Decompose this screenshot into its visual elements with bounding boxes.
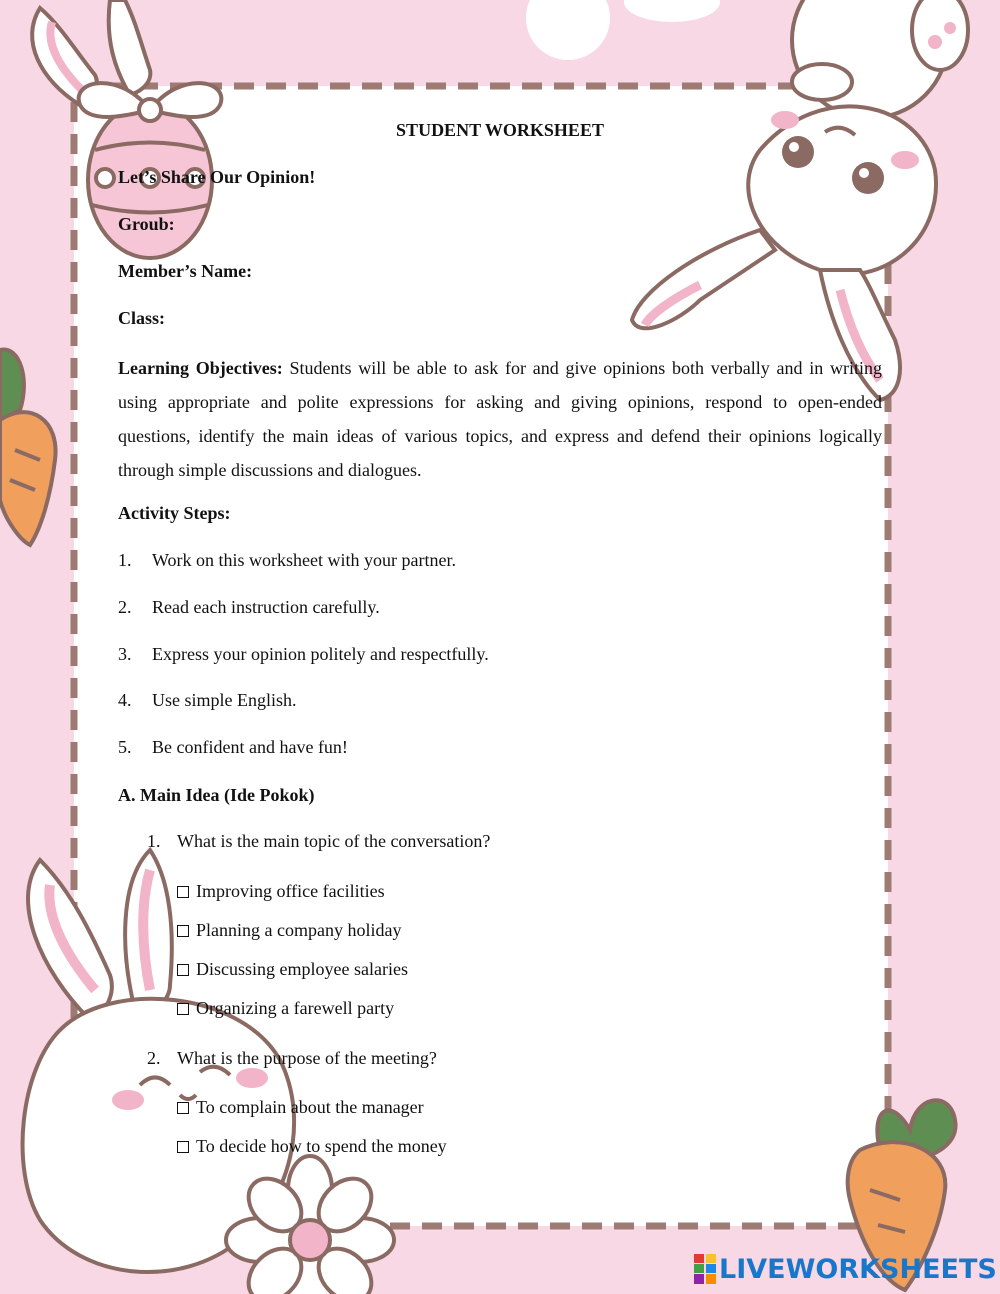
- worksheet-title: STUDENT WORKSHEET: [396, 120, 604, 140]
- activity-step: [118, 736, 348, 758]
- step-text: Read each instruction carefully.: [152, 597, 380, 617]
- question-number: 1.: [147, 831, 161, 851]
- liveworksheets-logo[interactable]: [694, 1252, 997, 1286]
- step-number: 5.: [118, 737, 132, 757]
- members-label: Member’s Name:: [118, 261, 253, 281]
- activity-steps-heading: Activity Steps:: [118, 503, 231, 523]
- learning-objectives-label: Learning Objectives:: [118, 358, 283, 378]
- activity-step: [118, 643, 489, 665]
- step-number: 4.: [118, 690, 132, 710]
- step-text: Use simple English.: [152, 690, 297, 710]
- option-text: To complain about the manager: [196, 1097, 424, 1117]
- step-text: Express your opinion politely and respectfully.: [152, 644, 489, 664]
- question-2: [147, 1047, 437, 1069]
- answer-option[interactable]: [177, 1135, 447, 1157]
- learning-objectives-text: Students will be able to ask for and give opinions both verbally and in writing using appropriate and polite expressions for asking and giving opinions, respond to open-ended questions, identify the main ideas of various topics, and express and defend their opinions logically through simple discussions and dialogues.: [118, 358, 882, 480]
- question-text: What is the main topic of the conversation?: [177, 831, 491, 851]
- option-text: To decide how to spend the money: [196, 1136, 447, 1156]
- checkbox-icon[interactable]: [177, 925, 189, 937]
- activity-step: [118, 689, 297, 711]
- step-number: 1.: [118, 550, 132, 570]
- question-1: [147, 830, 490, 852]
- step-number: 2.: [118, 597, 132, 617]
- topic-heading: Let’s Share Our Opinion!: [118, 167, 316, 187]
- option-text: Discussing employee salaries: [196, 959, 408, 979]
- answer-option[interactable]: [177, 919, 401, 941]
- checkbox-icon[interactable]: [177, 1003, 189, 1015]
- activity-step: [118, 596, 380, 618]
- checkbox-icon[interactable]: [177, 886, 189, 898]
- checkbox-icon[interactable]: [177, 964, 189, 976]
- question-text: What is the purpose of the meeting?: [177, 1048, 437, 1068]
- step-text: Be confident and have fun!: [152, 737, 348, 757]
- liveworksheets-logo-icon: [694, 1254, 716, 1284]
- checkbox-icon[interactable]: [177, 1141, 189, 1153]
- class-label: Class:: [118, 308, 166, 328]
- option-text: Improving office facilities: [196, 881, 385, 901]
- answer-option[interactable]: [177, 1096, 424, 1118]
- option-text: Planning a company holiday: [196, 920, 402, 940]
- question-number: 2.: [147, 1048, 161, 1068]
- answer-option[interactable]: [177, 958, 408, 980]
- step-text: Work on this worksheet with your partner.: [152, 550, 456, 570]
- checkbox-icon[interactable]: [177, 1102, 189, 1114]
- answer-option[interactable]: [177, 997, 394, 1019]
- learning-objectives: [118, 351, 882, 487]
- section-a-heading: A. Main Idea (Ide Pokok): [118, 785, 315, 805]
- liveworksheets-wordmark: LIVEWORKSHEETS: [719, 1253, 997, 1285]
- option-text: Organizing a farewell party: [196, 998, 395, 1018]
- activity-step: [118, 549, 456, 571]
- step-number: 3.: [118, 644, 132, 664]
- group-label: Groub:: [118, 214, 175, 234]
- answer-option[interactable]: [177, 880, 385, 902]
